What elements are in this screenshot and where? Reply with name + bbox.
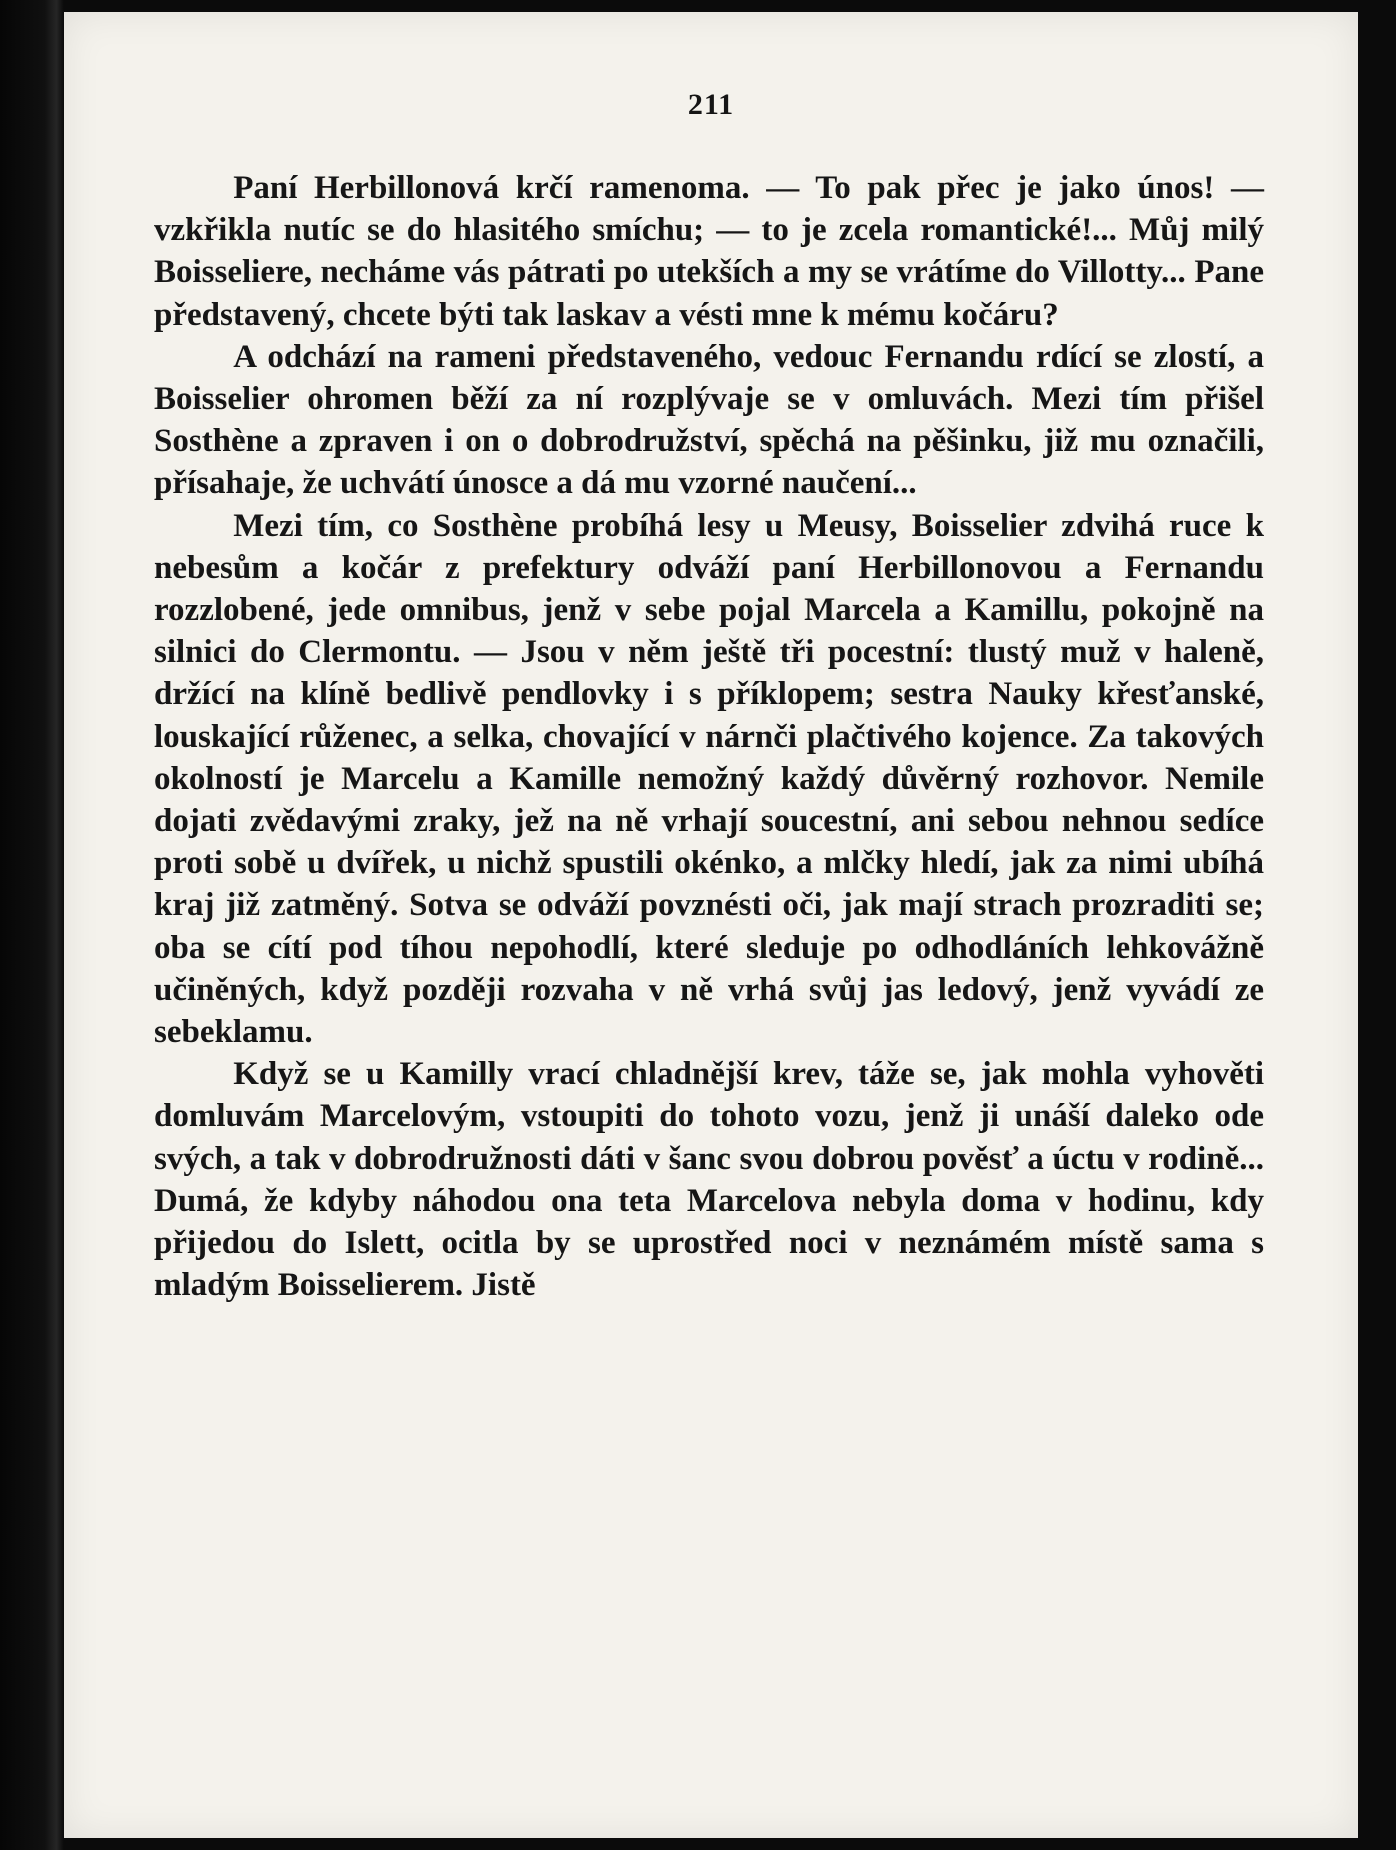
body-text — [154, 167, 1264, 1306]
paragraph-1: Paní Herbillonová krčí ramenoma. — To pak přec je jako únos! — vzkřikla nutíc se do hlasitého smíchu; — to je zcela romantické!... Můj milý Boisseliere, necháme vás pátrati po utekších a my se vrátíme do Villotty... Pane představený, chcete býti tak laskav a vésti mne k mému kočáru? — [154, 170, 1264, 333]
page-number: 211 — [687, 88, 735, 121]
book-page — [64, 12, 1358, 1838]
paragraph-2: A odchází na rameni představeného, vedouc Fernandu rdící se zlostí, a Boisselier ohromen běží za ní rozplývaje se v omluvách. Mezi tím přišel Sosthène a zpraven i on o dobrodružství, spěchá na pěšinku, již mu označili, přísahaje, že uchvátí únosce a dá mu vzorné naučení... — [154, 338, 1264, 502]
paragraph-4: Když se u Kamilly vrací chladnější krev, táže se, jak mohla vyhověti domluvám Marcelovým, vstoupiti do tohoto vozu, jenž ji unáší daleko ode svých, a tak v dobrodružnosti dáti v šanc svou dobrou pověsť a úctu v rodině... Dumá, že kdyby náhodou ona teta Marcelova nebyla doma v hodinu, kdy přijedou do Islett, ocitla by se uprostřed noci v neznámém místě sama s mladým Boisselierem. Jistě — [154, 1056, 1264, 1304]
paragraph-3: Mezi tím, co Sosthène probíhá lesy u Meusy, Boisselier zdvihá ruce k nebesům a kočár z prefektury odváží paní Herbillonovou a Fernandu rozzlobené, jede omnibus, jenž v sebe pojal Marcela a Kamillu, pokojně na silnici do Clermontu. — Jsou v něm ještě tři pocestní: tlustý muž v haleně, držící na klíně bedlivě pendlovky i s příklopem; sestra Nauky křesťanské, louskající růženec, a selka, chovající v nárnči plačtivého kojence. Za takových okolností je Marcelu a Kamille nemožný každý důvěrný rozhovor. Nemile dojati zvědavými zraky, jež na ně vrhají soucestní, ani sebou nehnou sedíce proti sobě u dvířek, u nichž spustili okénko, a mlčky hledí, jak za nimi ubíhá kraj již zatměný. Sotva se odváží povznésti oči, jak mají strach prozraditi se; oba se cítí pod tíhou nepohodlí, které sleduje po odhodláních lehkovážně učiněných, když později rozvaha v ně vrhá svůj jas ledový, jenž vyvádí ze sebeklamu. — [154, 507, 1264, 1051]
book-spine-shadow — [0, 0, 64, 1850]
